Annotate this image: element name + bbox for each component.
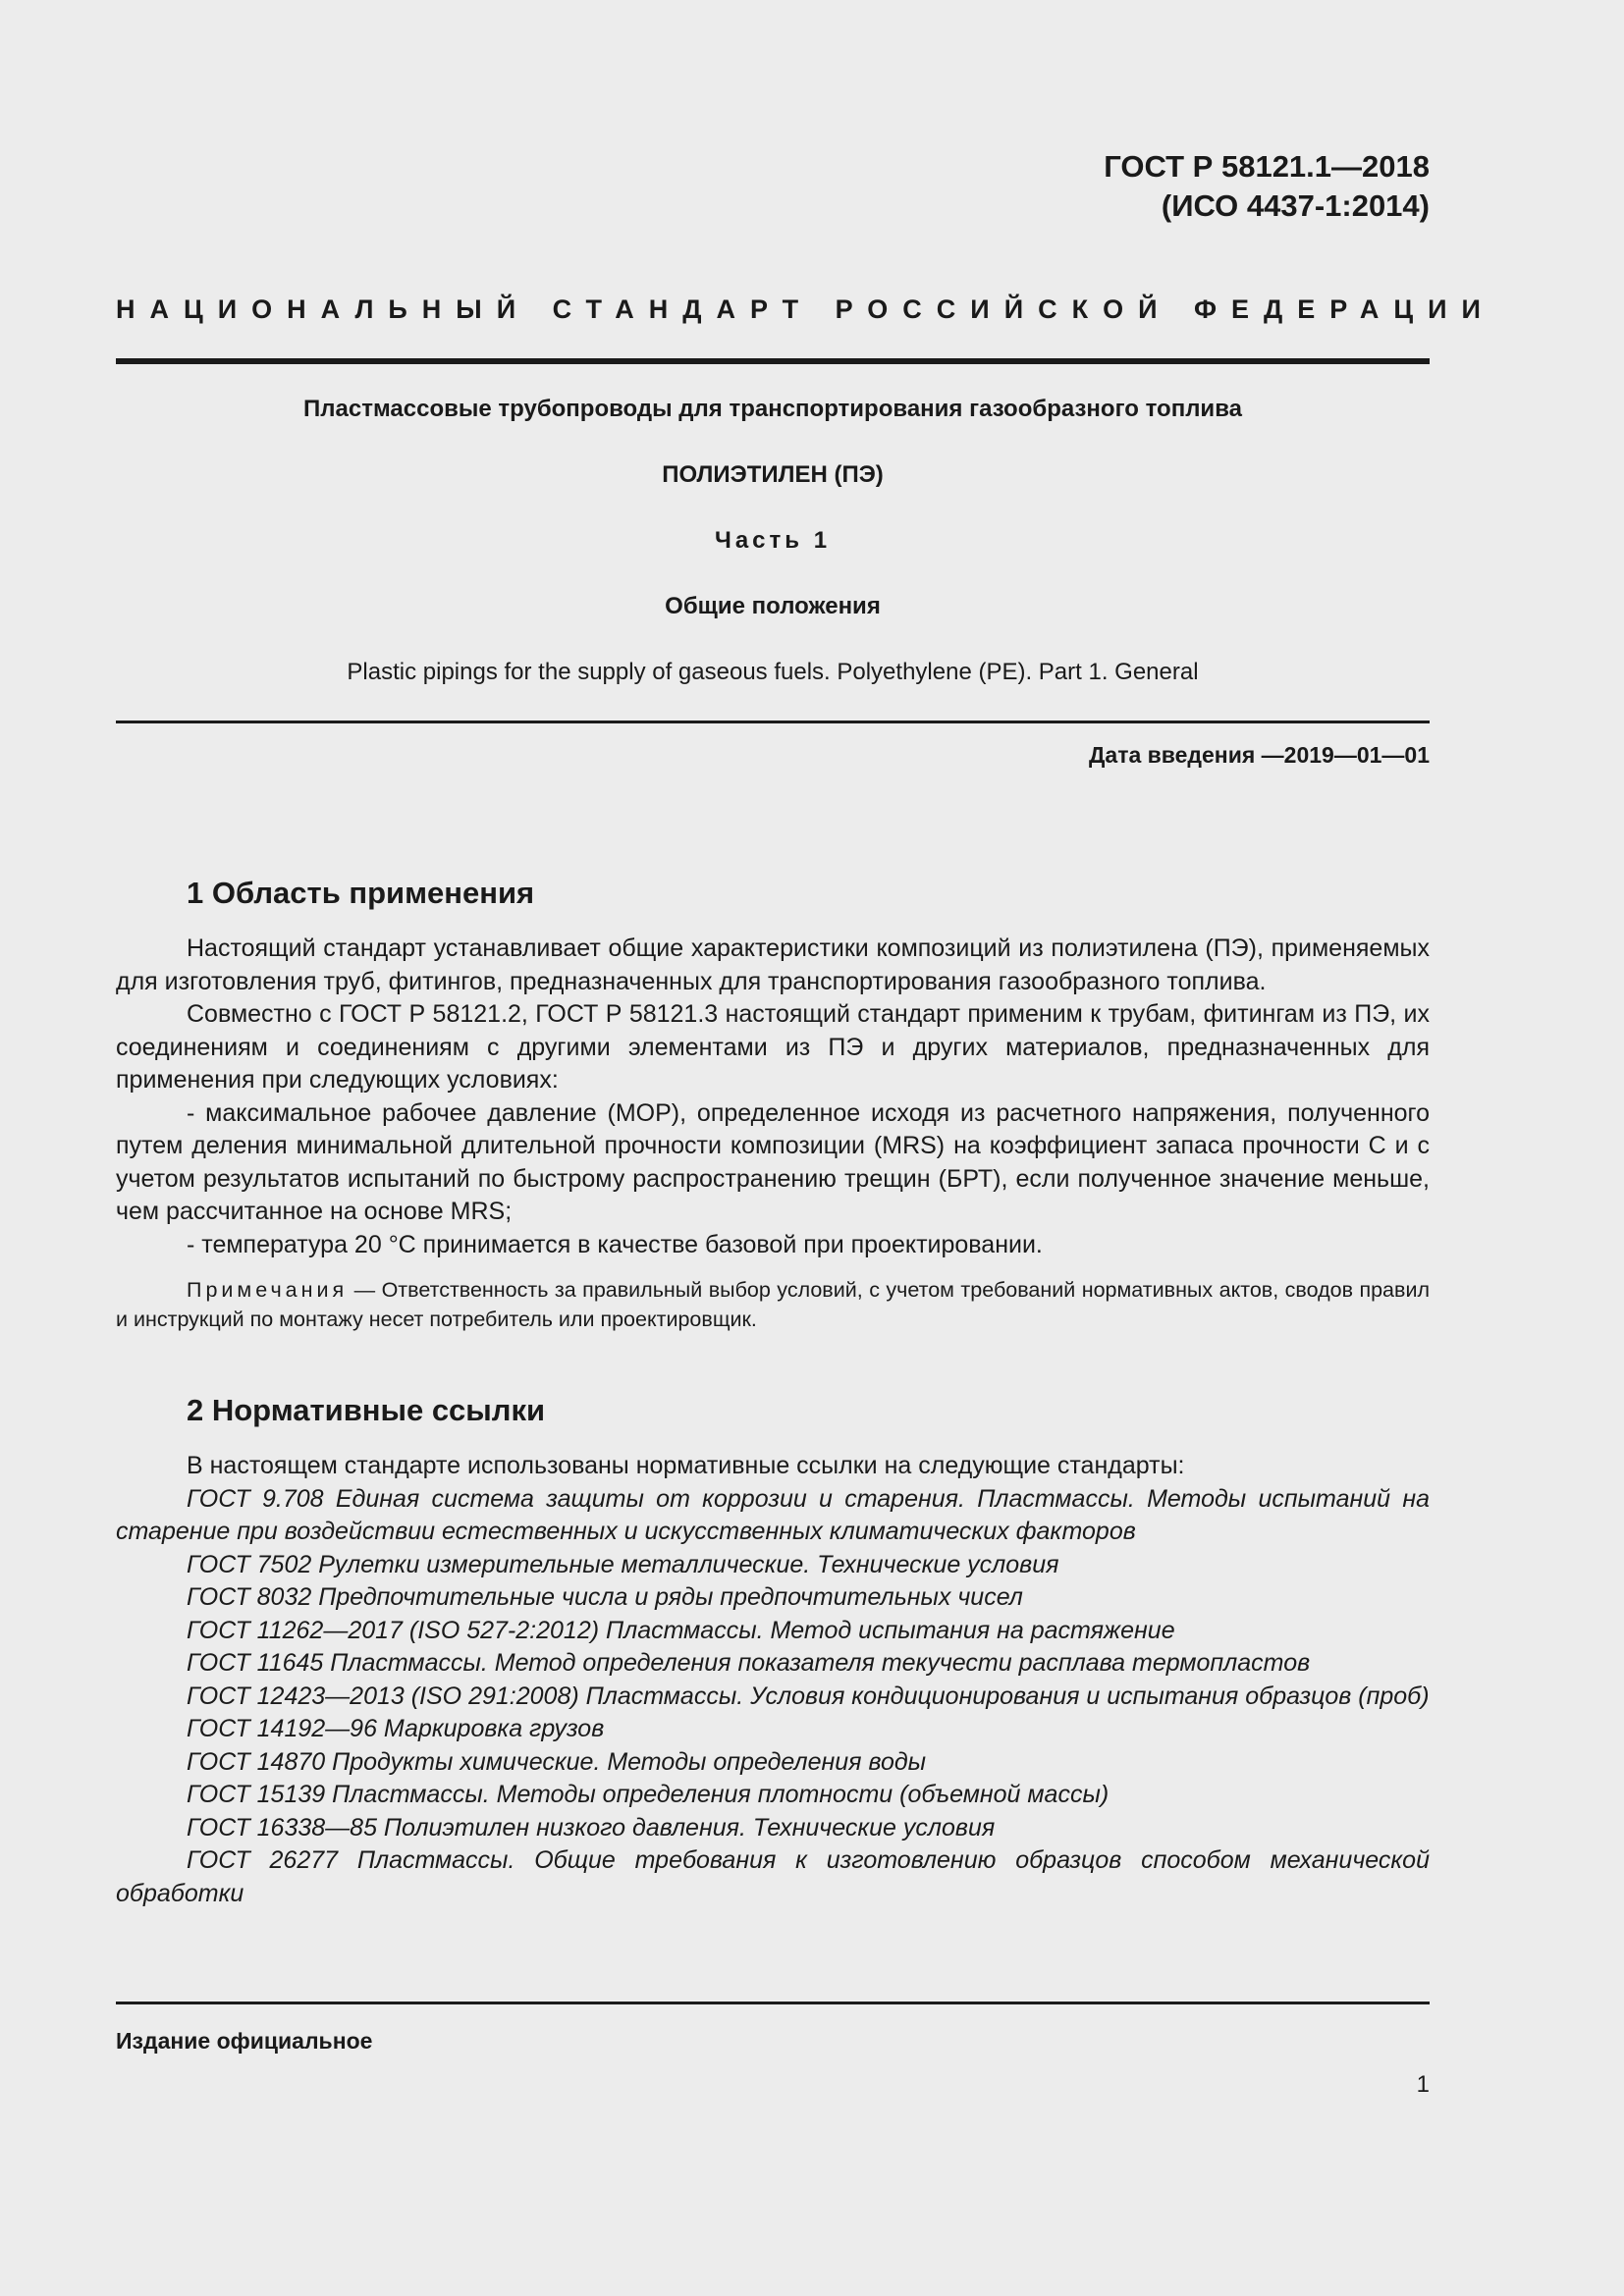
document-body (116, 874, 1430, 1910)
header-rule (116, 358, 1430, 364)
intro-date: Дата введения —2019—01—01 (1089, 742, 1430, 768)
reference-item: ГОСТ 8032 Предпочтительные числа и ряды предпочтительных чисел (187, 1583, 1023, 1611)
reference-item: ГОСТ 9.708 Единая система защиты от коррозии и старения. Пластмассы. Методы испытаний на старение при воздействии естественных и искусственных климатических факторов (116, 1484, 1430, 1545)
title-english: Plastic pipings for the supply of gaseous fuels. Polyethylene (PE). Part 1. General (347, 659, 1199, 685)
reference-item: ГОСТ 12423—2013 (ISO 291:2008) Пластмассы. Условия кондиционирования и испытания образцов (проб) (187, 1682, 1430, 1710)
section-1-heading: 1 Область применения (187, 876, 535, 910)
section-2-heading: 2 Нормативные ссылки (187, 1393, 546, 1427)
reference-item: ГОСТ 7502 Рулетки измерительные металлические. Технические условия (187, 1550, 1059, 1578)
gost-number-block (1104, 147, 1430, 226)
footer-rule (116, 2002, 1430, 2004)
section-2 (116, 1391, 1430, 1910)
note-text: — Ответственность за правильный выбор условий, с учетом требований нормативных актов, сводов правил и инструкций по монтажу несет потребитель или проектировщик. (116, 1278, 1430, 1331)
reference-list (116, 1483, 1430, 1911)
title-rule (116, 721, 1430, 723)
section-1-paragraph-1: Настоящий стандарт устанавливает общие характеристики композиций из полиэтилена (ПЭ), применяемых для изготовления труб, фитингов, предназначенных для транспортирования газообразного топлива. (116, 934, 1430, 995)
reference-item: ГОСТ 26277 Пластмассы. Общие требования к изготовлению образцов способом механической обработки (116, 1846, 1430, 1907)
title-line-2: ПОЛИЭТИЛЕН (ПЭ) (662, 461, 884, 488)
reference-item: ГОСТ 11262—2017 (ISO 527-2:2012) Пластмассы. Метод испытания на растяжение (187, 1616, 1175, 1644)
reference-item: ГОСТ 14870 Продукты химические. Методы определения воды (187, 1747, 927, 1776)
title-line-1: Пластмассовые трубопроводы для транспортирования газообразного топлива (303, 396, 1242, 422)
iso-number: (ИСО 4437-1:2014) (1161, 188, 1430, 223)
note-label: Примечания (187, 1278, 349, 1302)
page-number: 1 (1416, 2071, 1430, 2098)
title-line-4: Общие положения (665, 593, 881, 619)
section-1-paragraph-2: Совместно с ГОСТ Р 58121.2, ГОСТ Р 58121.3 настоящий стандарт применим к трубам, фитингам из ПЭ, их соединениям и соединениям с другими элементами из ПЭ и других материалов, предназначенных для применения при следующих условиях: (116, 1000, 1430, 1094)
section-1-bullet-1: - максимальное рабочее давление (МОР), определенное исходя из расчетного напряжения, полученного путем деления минимальной длительной прочности композиции (MRS) на коэффициент запаса прочности С и с учетом результатов испытаний по быстрому распространению трещин (БРТ), если полученное значение меньше, чем рассчитанное на основе MRS; (116, 1098, 1430, 1225)
edition-label: Издание официальное (116, 2028, 373, 2054)
title-block (116, 393, 1430, 689)
reference-item: ГОСТ 14192—96 Маркировка грузов (187, 1715, 605, 1742)
title-line-3: Часть 1 (714, 527, 832, 554)
reference-item: ГОСТ 16338—85 Полиэтилен низкого давления. Технические условия (187, 1813, 996, 1842)
gost-number: ГОСТ Р 58121.1—2018 (1104, 149, 1430, 184)
section-2-intro: В настоящем стандарте использованы нормативные ссылки на следующие стандарты: (187, 1452, 1185, 1479)
reference-item: ГОСТ 11645 Пластмассы. Метод определения показателя текучести расплава термопластов (187, 1649, 1311, 1677)
reference-item: ГОСТ 15139 Пластмассы. Методы определения плотности (объемной массы) (187, 1781, 1110, 1808)
national-standard-heading: НАЦИОНАЛЬНЫЙ СТАНДАРТ РОССИЙСКОЙ ФЕДЕРАЦИИ (116, 294, 1495, 324)
section-1-note (116, 1275, 1430, 1334)
section-1-bullet-2: - температура 20 °С принимается в качестве базовой при проектировании. (187, 1230, 1043, 1258)
